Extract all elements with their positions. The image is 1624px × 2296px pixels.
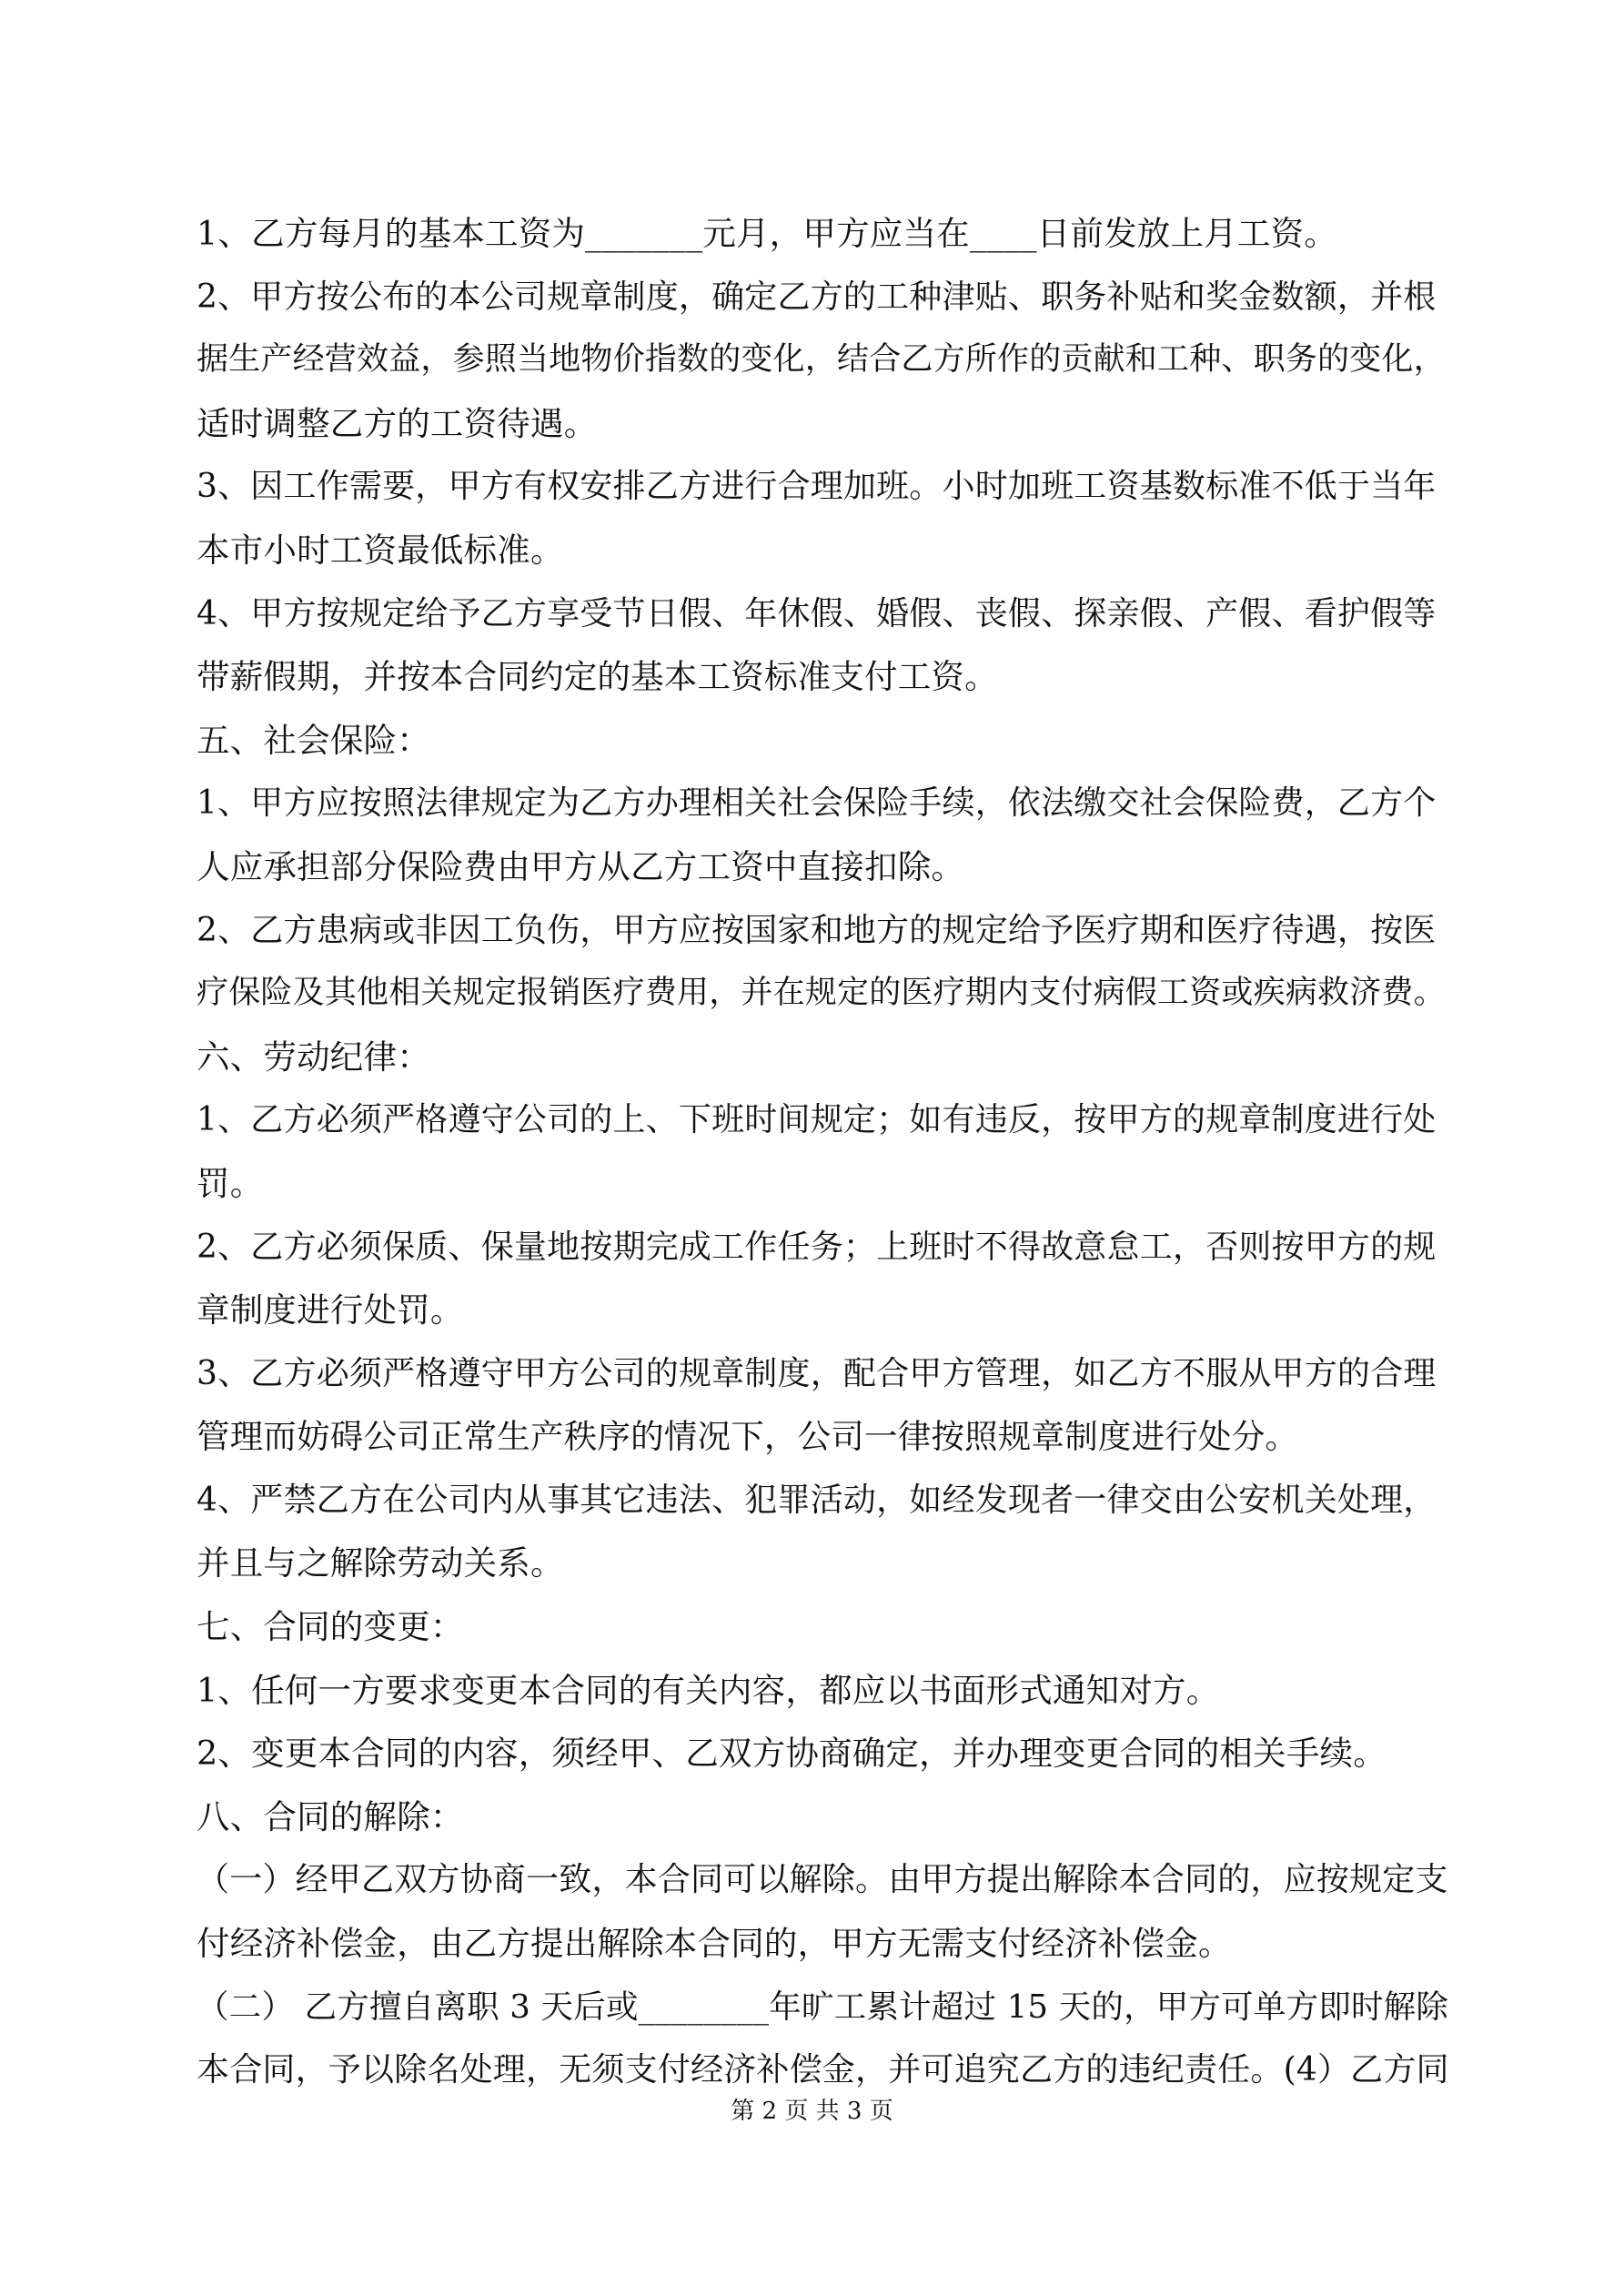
text-line: 1、乙方每月的基本工资为_______元月，甲方应当在____日前发放上月工资。	[197, 214, 1337, 253]
text-line: 适时调整乙方的工资待遇。	[197, 403, 598, 443]
text-line: 据生产经营效益，参照当地物价指数的变化，结合乙方所作的贡献和工种、职务的变化，	[197, 341, 1446, 379]
text-line: 3、乙方必须严格遵守甲方公司的规章制度，配合甲方管理，如乙方不服从甲方的合理	[197, 1354, 1437, 1392]
text-line: 3、因工作需要，甲方有权安排乙方进行合理加班。小时加班工资基数标准不低于当年	[197, 468, 1437, 506]
text-line: 人应承担部分保险费由甲方从乙方工资中直接扣除。	[197, 846, 965, 886]
text-line: 本合同，予以除名处理，无须支付经济补偿金，并可追究乙方的违纪责任。(4）乙方同	[197, 2051, 1449, 2089]
text-line: 付经济补偿金，由乙方提出解除本合同的，甲方无需支付经济补偿金。	[197, 1924, 1232, 1964]
section-heading: 七、合同的变更：	[197, 1607, 464, 1647]
text-line: （二） 乙方擅自离职 3 天后或________年旷工累计超过 15 天的，甲方可单方即时解除	[197, 1988, 1449, 2026]
text-line: 2、乙方患病或非因工负伤，甲方应按国家和地方的规定给予医疗期和医疗待遇，按医	[197, 911, 1437, 949]
text-line: 章制度进行处罚。	[197, 1290, 464, 1330]
text-line: 1、甲方应按照法律规定为乙方办理相关社会保险手续，依法缴交社会保险费，乙方个	[197, 784, 1437, 823]
text-line: 4、严禁乙方在公司内从事其它违法、犯罪活动，如经发现者一律交由公安机关处理，	[197, 1481, 1437, 1519]
text-line: 1、乙方必须严格遵守公司的上、下班时间规定；如有违反，按甲方的规章制度进行处	[197, 1101, 1437, 1139]
text-line: 罚。	[197, 1163, 264, 1203]
document-body	[197, 202, 1452, 2102]
text-line: 管理而妨碍公司正常生产秩序的情况下，公司一律按照规章制度进行处分。	[197, 1417, 1299, 1457]
text-line: 2、甲方按公布的本公司规章制度，确定乙方的工种津贴、职务补贴和奖金数额，并根	[197, 278, 1437, 316]
text-line: 2、乙方必须保质、保量地按期完成工作任务；上班时不得故意怠工，否则按甲方的规	[197, 1228, 1437, 1266]
text-line: （一）经甲乙双方协商一致，本合同可以解除。由甲方提出解除本合同的，应按规定支	[197, 1861, 1448, 1899]
section-heading: 八、合同的解除：	[197, 1796, 464, 1836]
text-line: 疗保险及其他相关规定报销医疗费用，并在规定的医疗期内支付病假工资或疾病救济费。	[197, 975, 1446, 1012]
section-heading: 五、社会保险：	[197, 720, 430, 760]
text-line: 并且与之解除劳动关系。	[197, 1543, 564, 1583]
page-number-label: 第 2 页 共 3 页	[731, 2098, 893, 2125]
text-line: 2、变更本合同的内容，须经甲、乙双方协商确定，并办理变更合同的相关手续。	[197, 1734, 1387, 1774]
text-line: 1、任何一方要求变更本合同的有关内容，都应以书面形式通知对方。	[197, 1670, 1220, 1710]
text-line: 本市小时工资最低标准。	[197, 530, 564, 570]
text-line: 4、甲方按规定给予乙方享受节日假、年休假、婚假、丧假、探亲假、产假、看护假等	[197, 594, 1437, 632]
page-footer	[0, 2093, 1624, 2129]
section-heading: 六、劳动纪律：	[197, 1037, 430, 1077]
text-line: 带薪假期，并按本合同约定的基本工资标准支付工资。	[197, 657, 998, 697]
